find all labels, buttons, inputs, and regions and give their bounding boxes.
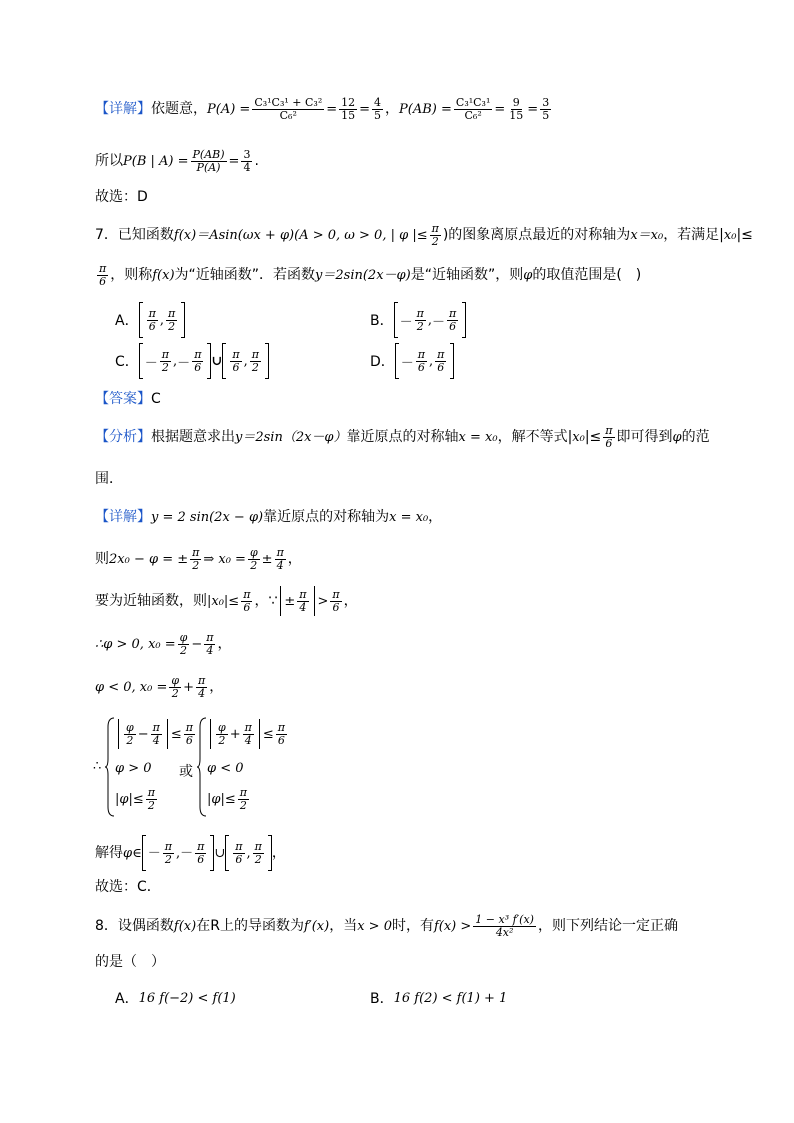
- q7-detail-line4: ∴φ > 0, x₀ = $\frac{\varphi}{2}$ − $\frac{\pi}{4}$ ，: [95, 630, 232, 657]
- inequality-system: ∴ $\frac{\varphi}{2}$ − $\frac{\pi}{4}$ ≤ $\frac{\pi}{6}$ φ > 0 |φ|≤ $\frac{\pi}{2}$ 或 $\frac{\varphi}{2}$ + $\frac{\pi}{4}$ ≤ $\frac{\pi}{6}$ φ < 0 |φ|≤ $\frac{\pi}{2}$: [93, 717, 283, 817]
- detail-tag: 【详解】: [95, 101, 151, 117]
- pa-lhs: P(A) =: [207, 101, 251, 117]
- q7-answer: 故选：C．: [95, 879, 161, 895]
- option-a[interactable]: A． $\frac{\pi}{6}$ , $\frac{\pi}{2}$: [115, 302, 185, 338]
- q6-conditional-line: 所以 P(B | A) = $\frac{P(AB)}{P(A)}$ = $\frac{3}{4}$ .: [95, 147, 259, 174]
- pab-frac2: $\frac{3}{5}$: [542, 95, 550, 122]
- q7-analysis-line1: 【分析】 根据题意求出 y＝2sin（2x－φ） 靠近原点的对称轴 x = x₀ ，解不等式| x₀ |≤ $\frac{\pi}{6}$ 即可得到 φ 的范: [95, 423, 710, 450]
- detail-text: 依题意，: [151, 101, 207, 117]
- q7-analysis-line2: 围．: [95, 471, 123, 487]
- pa-frac2: $\frac{4}{5}$: [374, 95, 382, 122]
- option-c[interactable]: C． － $\frac{\pi}{2}$ , － $\frac{\pi}{6}$ ∪ $\frac{\pi}{6}$ , $\frac{\pi}{2}$: [115, 343, 269, 379]
- pa-frac1: $\frac{12}{15}$: [341, 95, 356, 122]
- q7-detail-line1: 【详解】 y = 2 sin(2x − φ) 靠近原点的对称轴为 x = x₀ ，: [95, 509, 443, 525]
- q7-detail-line5: φ < 0, x₀ = $\frac{\varphi}{2}$ + $\frac{\pi}{4}$ ，: [95, 673, 224, 700]
- q6-answer: 故选：D: [95, 189, 148, 205]
- q7-detail-line2: 则 2x₀ − φ = ± $\frac{\pi}{2}$ ⇒ x₀ = $\frac{\varphi}{2}$ ± $\frac{\pi}{4}$ ，: [95, 545, 302, 572]
- left-brace-1: [105, 717, 115, 817]
- q8-stem-line1: 8．设偶函数 f(x) 在R上的导函数为 f′(x) ，当 x > 0 时，有 f(x) > $\frac{\text{1 − x³ f′(x)}}{\text{4x²}}$ ，则下列结论一定正确: [95, 912, 678, 939]
- pab-lhs: P(AB) =: [399, 101, 452, 117]
- pab-fraction: $\frac{\text{C₃¹C₃¹}}{\text{C₆²}}$: [455, 95, 491, 122]
- left-brace-2: [197, 717, 207, 817]
- q8-option-b[interactable]: B． 16 f(2) < f(1) + 1: [370, 990, 508, 1007]
- q8-stem-line2: 的是（ ）: [95, 954, 165, 970]
- q7-answer-line: 【答案】 C: [95, 391, 161, 407]
- option-d[interactable]: D． － $\frac{\pi}{6}$ , $\frac{\pi}{6}$: [370, 343, 454, 379]
- cond-fraction: $\frac{P(AB)}{P(A)}$: [192, 147, 225, 174]
- q7-detail-line3: 要为近轴函数，则 |x₀|≤ $\frac{\pi}{6}$ ，∵ ± $\frac{\pi}{4}$ > $\frac{\pi}{6}$ ，: [95, 584, 358, 618]
- q7-stem-line1: 7．已知函数 f(x)＝Asin(ωx + φ)(A > 0, ω > 0, | φ |≤ $\frac{\pi}{2}$ )的图象离原点最近的对称轴为 x＝x₀ ，若满足| x₀ |≤: [95, 221, 753, 248]
- q8-option-a[interactable]: A． 16 f(−2) < f(1): [115, 990, 236, 1007]
- q7-stem-line2: $\frac{\pi}{6}$ ，则称 f(x) 为“近轴函数”．若函数 y＝2sin(2x－φ) 是“近轴函数”，则 φ 的取值范围是( ): [99, 261, 642, 288]
- option-b[interactable]: B． － $\frac{\pi}{2}$ , － $\frac{\pi}{6}$: [370, 302, 466, 338]
- q6-detail-line: 【详解】 依题意， P(A) = $\frac{\text{C₃¹C₃¹ + C₃²}}{\text{C₆²}}$ = $\frac{12}{15}$ = $\frac{4}{5}$ ， P(AB) = $\frac{\text{C₃¹C₃¹}}{\text{C₆²}}$ = $\frac{9}{15}$ = $\frac{3}{5}$: [95, 95, 550, 122]
- pab-frac1: $\frac{9}{15}$: [509, 95, 524, 122]
- q7-solution-line: 解得 φ∈ － $\frac{\pi}{2}$ , － $\frac{\pi}{6}$ ∪ $\frac{\pi}{6}$ , $\frac{\pi}{2}$ ，: [95, 835, 286, 871]
- pa-fraction: $\frac{\text{C₃¹C₃¹ + C₃²}}{\text{C₆²}}$: [254, 95, 323, 122]
